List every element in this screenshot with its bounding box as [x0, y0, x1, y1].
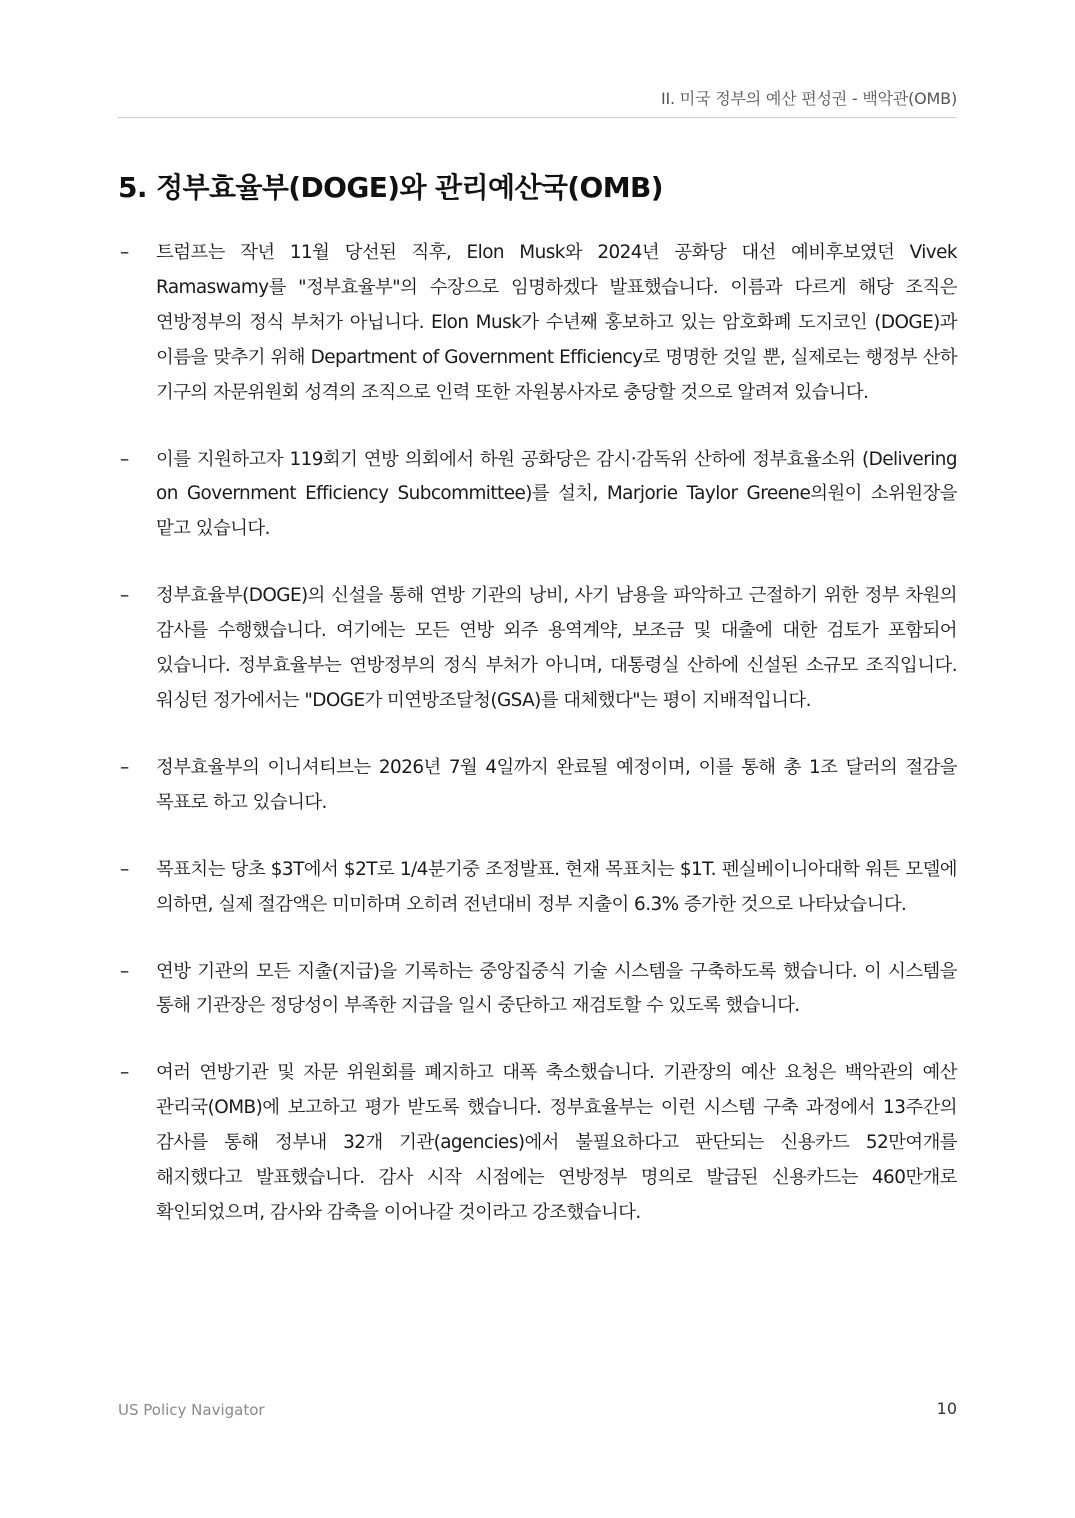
- bullet-item: [118, 751, 957, 821]
- header-divider: [118, 117, 957, 118]
- bullet-marker: –: [120, 585, 129, 607]
- bullet-item: [118, 1056, 957, 1231]
- bullet-text: 여러 연방기관 및 자문 위원회를 폐지하고 대폭 축소했습니다. 기관장의 예산 요청은 백악관의 예산 관리국(OMB)에 보고하고 평가 받도록 했습니다. 정부효율부는 이런 시스템 구축 과정에서 13주간의 감사를 통해 정부내 32개 기관(agencies)에서 불필요하다고 판단되는 신용카드 52만여개를 해지했다고 발표했습니다. 감사 시작 시점에는 연방정부 명의로 발급된 신용카드는 460만개로 확인되었으며, 감사와 감축을 이어나갈 것이라고 강조했습니다.: [156, 1062, 957, 1223]
- bullet-item: [118, 443, 957, 548]
- section-title: 5. 정부효율부(DOGE)와 관리예산국(OMB): [118, 171, 663, 204]
- bullet-marker: –: [120, 448, 129, 470]
- bullet-item: [118, 579, 957, 719]
- bullet-text: 목표치는 당초 $3T에서 $2T로 1/4분기중 조정발표. 현재 목표치는 $1T. 펜실베이니아대학 워튼 모델에 의하면, 실제 절감액은 미미하며 오히려 전년대비 정부 지출이 6.3% 증가한 것으로 나타났습니다.: [156, 858, 957, 915]
- bullet-item: [118, 236, 957, 411]
- bullet-text: 트럼프는 작년 11월 당선된 직후, Elon Musk와 2024년 공화당 대선 예비후보였던 Vivek Ramaswamy를 "정부효율부"의 수장으로 임명하겠다 발표했습니다. 이름과 다르게 해당 조직은 연방정부의 정식 부처가 아닙니다. Elon Musk가 수년째 홍보하고 있는 암호화폐 도지코인 (DOGE)과 이름을 맞추기 위해 Department of Government Efficiency로 명명한 것일 뿐, 실제로는 행정부 산하 기구의 자문위원회 성격의 조직으로 인력 또한 자원봉사자로 충당할 것으로 알려져 있습니다.: [156, 242, 957, 403]
- bullet-text: 연방 기관의 모든 지출(지급)을 기록하는 중앙집중식 기술 시스템을 구축하도록 했습니다. 이 시스템을 통해 기관장은 정당성이 부족한 지급을 일시 중단하고 재검토할 수 있도록 했습니다.: [156, 960, 957, 1017]
- running-header: II. 미국 정부의 예산 편성권 - 백악관(OMB): [660, 89, 957, 108]
- bullet-marker: –: [120, 858, 129, 880]
- bullet-text: 정부효율부의 이니셔티브는 2026년 7월 4일까지 완료될 예정이며, 이를 통해 총 1조 달러의 절감을 목표로 하고 있습니다.: [156, 756, 957, 813]
- bullet-text: 정부효율부(DOGE)의 신설을 통해 연방 기관의 낭비, 사기 남용을 파악하고 근절하기 위한 정부 차원의 감사를 수행했습니다. 여기에는 모든 연방 외주 용역계약, 보조금 및 대출에 대한 검토가 포함되어 있습니다. 정부효율부는 연방정부의 정식 부처가 아니며, 대통령실 산하에 신설된 소규모 조직입니다. 워싱턴 정가에서는 "DOGE가 미연방조달청(GSA)를 대체했다"는 평이 지배적입니다.: [156, 585, 957, 711]
- bullet-marker: –: [120, 756, 129, 778]
- bullet-item: [118, 955, 957, 1025]
- page-number: 10: [936, 1399, 957, 1418]
- bullet-list: [118, 236, 957, 1263]
- bullet-marker: –: [120, 960, 129, 982]
- footer-publication-name: US Policy Navigator: [118, 1401, 265, 1419]
- bullet-marker: –: [120, 1062, 129, 1084]
- bullet-marker: –: [120, 242, 129, 263]
- bullet-item: [118, 853, 957, 923]
- bullet-text: 이를 지원하고자 119회기 연방 의회에서 하원 공화당은 감시·감독위 산하에 정부효율소위 (Delivering on Government Efficiency Subcommittee)를 설치, Marjorie Taylor Greene의원이 소위원장을 맡고 있습니다.: [156, 448, 957, 540]
